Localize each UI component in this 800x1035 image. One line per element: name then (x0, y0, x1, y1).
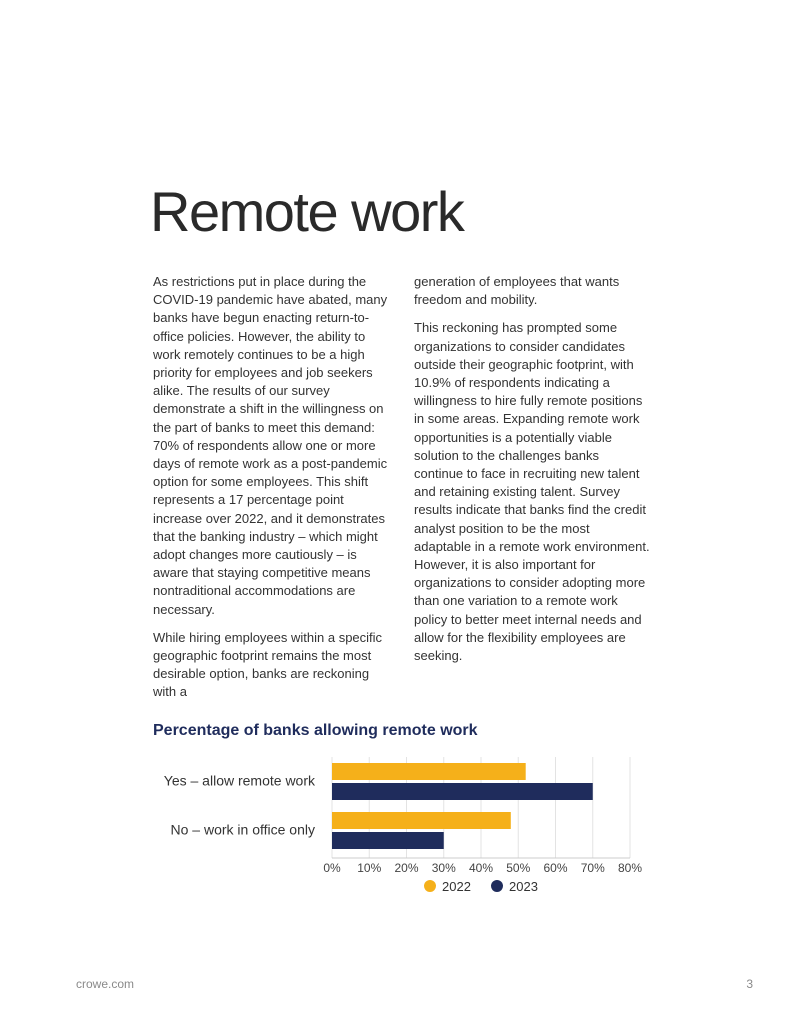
body-paragraph: generation of employees that wants freedom and mobility. (414, 274, 620, 308)
body-paragraph: While hiring employees within a specific geographic footprint remains the most desirable option, banks are reckoning with a (153, 629, 383, 700)
x-tick-label: 30% (431, 861, 456, 875)
x-tick-label: 10% (357, 861, 382, 875)
body-paragraph: As restrictions put in place during the COVID-19 pandemic have abated, many banks have begun enacting return-to-office policies. However, the ability to work remotely continues to be a high priority for employees and job seekers alike. The results of our survey demonstrate a shift in the willingness on the part of banks to meet this demand: 70% of respondents allow one or more days of remote work as a post-pandemic option for some employees. This shift represents a 17 percentage point increase over 2022, and it demonstrates that the banking industry – which might adopt changes more cautiously – is aware that staying competitive means nontraditional accommodations are necessary. (153, 274, 388, 617)
bar-chart (0, 745, 800, 915)
bar (332, 763, 526, 780)
x-tick-label: 50% (506, 861, 531, 875)
x-tick-label: 20% (394, 861, 419, 875)
footer-site: crowe.com (76, 977, 135, 991)
x-tick-label: 0% (323, 861, 341, 875)
x-tick-label: 60% (543, 861, 568, 875)
legend-swatch (491, 880, 503, 892)
x-tick-label: 80% (617, 861, 643, 875)
legend-swatch (424, 880, 436, 892)
page-number: 3 (746, 977, 753, 991)
body-column-left (153, 273, 389, 712)
legend-label: 2022 (442, 879, 471, 894)
chart-title: Percentage of banks allowing remote work (153, 722, 478, 739)
bar (332, 783, 593, 800)
bar (332, 832, 444, 849)
x-tick-label: 40% (468, 861, 494, 875)
category-label: Yes – allow remote work (163, 772, 315, 789)
legend-label: 2023 (509, 879, 538, 894)
x-tick-label: 70% (580, 861, 605, 875)
page-title: Remote work (150, 180, 464, 243)
body-column-right (414, 273, 650, 675)
body-paragraph: This reckoning has prompted some organizations to consider candidates outside their geographic footprint, with 10.9% of respondents indicating a willingness to hire fully remote positions in some areas. Expanding remote work opportunities is a potentially viable solution to the challenges banks continue to face in recruiting new talent and retaining existing talent. Survey results indicate that banks find the credit analyst position to be the most adaptable in a remote work environment. However, it is also important for organizations to consider adopting more than one variation to a remote work policy to better meet internal needs and allow for the flexibility employees are seeking. (414, 320, 650, 664)
category-label: No – work in office only (170, 821, 315, 838)
bar (332, 812, 511, 829)
